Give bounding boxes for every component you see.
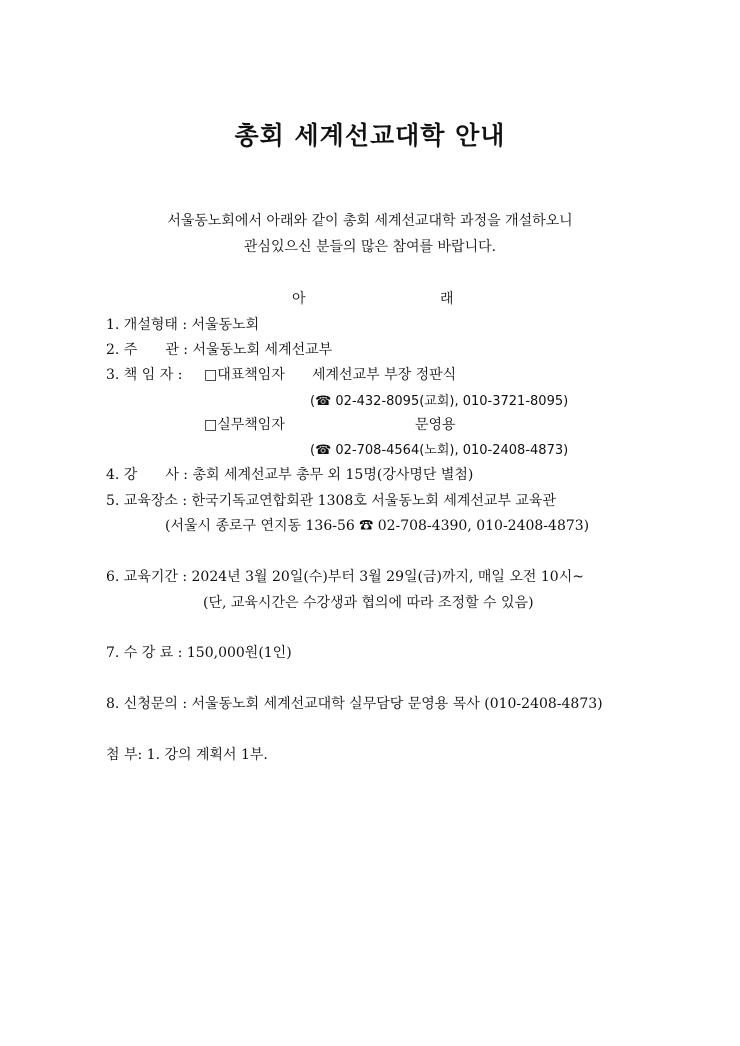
item-2-value: 서울동노회 세계선교부 — [192, 342, 333, 358]
item-3-label: 3. 책 임 자 : — [106, 367, 183, 383]
item-2-label: 2. 주 관 : — [106, 342, 193, 358]
intro-line-1: 서울동노회에서 아래와 같이 총회 세계선교대학 과정을 개설하오니 — [167, 213, 573, 229]
item-5-address: (서울시 종로구 연지동 136-56 ☎ 02-708-4390, 010-2408-4873) — [165, 518, 590, 534]
item-3-rep-name: 세계선교부 부장 정판식 — [312, 367, 457, 383]
item-8: 8. 신청문의 : 서울동노회 세계선교대학 실무담당 문영용 목사 (010-2408-4873) — [106, 696, 603, 712]
item-3-staff-phone: (☎ 02-708-4564(노회), 010-2408-4873) — [310, 443, 569, 458]
intro-line-2: 관심있으신 분들의 많은 참여를 바랍니다. — [243, 239, 497, 255]
item-4: 4. 강 사 : 총회 세계선교부 총무 외 15명(강사명단 별첨) — [106, 467, 474, 483]
item-6-note: (단, 교육시간은 수강생과 협의에 따라 조정할 수 있음) — [203, 595, 534, 611]
attachment: 첨 부: 1. 강의 계획서 1부. — [106, 747, 268, 763]
item-3-staff-title: □실무책임자 — [204, 417, 285, 433]
item-3-rep-phone: (☎ 02-432-8095(교회), 010-3721-8095) — [310, 394, 569, 409]
item-3-rep-title: □대표책임자 — [204, 367, 285, 383]
document-title: 총회 세계선교대학 안내 — [234, 121, 506, 150]
below-rae: 래 — [440, 291, 454, 307]
item-7: 7. 수 강 료 : 150,000원(1인) — [106, 645, 292, 661]
below-a: 아 — [292, 291, 306, 307]
item-6: 6. 교육기간 : 2024년 3월 20일(수)부터 3월 29일(금)까지, 매일 오전 10시~ — [106, 569, 584, 585]
item-5: 5. 교육장소 : 한국기독교연합회관 1308호 서울동노회 세계선교부 교육관 — [106, 493, 557, 509]
item-1: 1. 개설형태 : 서울동노회 — [106, 317, 260, 333]
item-3-staff-name: 문영용 — [415, 417, 456, 433]
item-2 — [106, 339, 332, 359]
